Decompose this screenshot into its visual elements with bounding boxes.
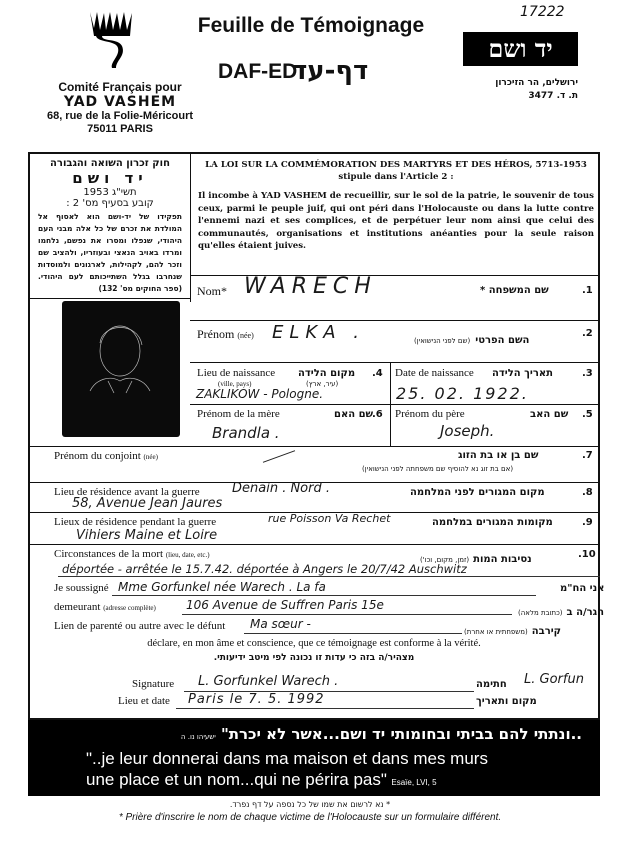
label-spouse-text: Prénom du conjoint	[54, 450, 141, 462]
residence-during-line1[interactable]: rue Poisson Va Rechet	[268, 512, 391, 525]
field-number-8: .8	[582, 487, 593, 498]
field-number-7: .7	[582, 450, 593, 461]
label-residence-before-he: מקום המגורים לפני המלחמה	[410, 487, 545, 498]
label-firstname-note: (née)	[237, 331, 254, 340]
field-number-6: .6	[372, 409, 383, 420]
label-firstname-he-note: (שם לפני הנישואין)	[414, 337, 471, 345]
field-number-9: .9	[582, 517, 593, 528]
birthdate-value[interactable]: 25. 02. 1922.	[396, 384, 529, 403]
law-hebrew-clause: קובע בסעיף מס' 2 :	[66, 198, 154, 209]
banner-hebrew-text: ..ונתתי להם בביתי ובחומותי יד ושם...אשר לא יכרת"	[220, 725, 582, 743]
label-relation: Lien de parenté ou autre avec le défunt	[54, 620, 226, 632]
label-firstname-he-text: השם הפרטי	[475, 335, 530, 346]
subtitle-hebrew: דף-עד	[292, 56, 369, 86]
address-value[interactable]: 106 Avenue de Suffren Paris 15e	[186, 598, 384, 612]
label-death-circumstances	[54, 548, 210, 560]
label-death-he-note: (זמן, מקום, וכו')	[420, 556, 470, 564]
relation-value[interactable]: Ma sœur -	[250, 617, 311, 631]
label-birthdate: Date de naissance	[395, 367, 474, 379]
label-death-he-text: נסיבות המות	[473, 554, 532, 565]
yad-vashem-logo: יד ושם	[463, 32, 578, 66]
subtitle-latin: DAF-ED	[218, 60, 298, 83]
label-residence-during: Lieux de résidence pendant la guerre	[54, 516, 217, 528]
org-name: Comité Français pour	[58, 80, 182, 94]
label-death-note: (lieu, date, etc.)	[165, 551, 210, 559]
org-yad-vashem: YAD VASHEM	[63, 94, 177, 110]
archive-number: 17222	[520, 4, 565, 20]
label-address-text: demeurant	[54, 601, 101, 613]
label-residence-before: Lieu de résidence avant la guerre	[54, 486, 200, 498]
mother-value[interactable]: Brandla .	[212, 424, 280, 442]
label-spouse	[54, 450, 158, 462]
label-signature: Signature	[132, 678, 175, 690]
label-firstname-text: Prénom	[197, 327, 235, 341]
label-father-he: שם האב	[530, 409, 569, 420]
label-relation-he-text: קירבה	[531, 626, 562, 637]
jerusalem-address: ירושלים, הר הזיכרון	[495, 78, 578, 88]
menorah-hand-icon	[88, 10, 134, 70]
label-spouse-note: (née)	[143, 453, 158, 461]
footnote-french: * Prière d'inscrire le nom de chaque victime de l'Holocauste sur un formulaire différent.	[118, 812, 502, 823]
label-firstname	[197, 327, 254, 342]
declaration-hebrew: מצהיר/ה בזה כי עדות זו נכונה לפי מיטב ידיעותי.	[213, 653, 415, 663]
label-birthplace: Lieu de naissance	[197, 367, 276, 379]
birthplace-value[interactable]: ZAKLIKOW - Pologne.	[196, 387, 324, 401]
label-birthplace-he: מקום הלידה	[298, 368, 356, 379]
quote-banner	[28, 720, 600, 796]
field-number-3: .3	[582, 368, 593, 379]
field-number-2: .2	[582, 328, 593, 339]
footnote-hebrew: * נא לרשום את שמו של כל נספה על דף נפרד.	[229, 800, 391, 809]
declaration-french: déclare, en mon âme et conscience, que ce témoignage est conforme à la vérité.	[147, 638, 481, 649]
label-mother-he: שם האם	[334, 409, 374, 420]
label-undersigned-he: אני הח"מ	[560, 583, 605, 594]
undersigned-value[interactable]: Mme Gorfunkel née Warech . La fa	[118, 580, 326, 594]
residence-during-line2[interactable]: Vihiers Maine et Loire	[76, 528, 218, 543]
page-title: Feuille de Témoignage	[197, 14, 425, 37]
label-death-text: Circonstances de la mort	[54, 548, 164, 560]
label-address-he-text: הגר/ה ב	[566, 607, 604, 618]
banner-french-ref: Esaïe, LVI, 5	[391, 778, 437, 787]
label-birthplace-note: (ville, pays)	[218, 380, 252, 388]
label-undersigned: Je soussigné	[54, 582, 109, 594]
death-circumstances-value[interactable]: déportée - arrêtée le 15.7.42. déportée à Angers le 20/7/42 Auschwitz	[62, 562, 467, 576]
po-box: ת. ד. 3477	[528, 91, 578, 101]
field-number-4: .4	[372, 368, 383, 379]
law-french-heading: LA LOI SUR LA COMMÉMORATION DES MARTYRS ET DES HÉROS, 5713-1953	[205, 160, 587, 170]
label-place-date-he: מקום ותאריך	[476, 696, 537, 707]
label-relation-he-note: (משפחתית או אחרת)	[464, 628, 528, 636]
field-number-1: .1	[582, 285, 593, 296]
label-address-note: (adresse complète)	[103, 604, 156, 612]
victim-photo	[62, 301, 180, 437]
label-mother: Prénom de la mère	[197, 408, 280, 420]
label-address-he	[518, 602, 604, 620]
law-french-body: Il incombe à YAD VASHEM de recueillir, sur le sol de la patrie, le souvenir de tous ceux, parmi le peuple juif, qui ont péri dans l'Holocauste ou dans la lutte contre l'ennemi nazi et ses complices, et de perpétuer leur nom ainsi que celui des communautés, organisations et institutions anéanties pour la seule raison qu'elles étaient juives.	[198, 191, 594, 252]
father-value[interactable]: Joseph.	[440, 422, 495, 440]
label-birthdate-he: תאריך הלידה	[492, 368, 553, 379]
label-spouse-he: שם בן או בת הזוג	[458, 450, 539, 461]
label-spouse-he-note: (אם בת זוג נא להוסיף שם משפחתה לפני הנישואין)	[362, 465, 514, 473]
law-hebrew-body: תפקידו של יד-ושם הוא לאסוף אל המולדת את זכרם של כל אלה מבני העם היהודי, שנפלו ומסרו את נפשם, נלחמו ומרדו באויב הנאצי ובעוזריו, ולהציב שם וזכר להם, לקהילות, לארגונים ולמוסדות שנחרבו בגלל השתייכותם לעם היהודי. (ספר החוקים מס' 132)	[38, 212, 182, 293]
banner-french-line2-text: une place et un nom...qui ne périra pas"	[86, 770, 387, 789]
field-number-5: .5	[582, 409, 593, 420]
signature-value[interactable]: L. Gorfunkel Warech .	[198, 674, 339, 689]
label-birthplace-he-note: (עיר, ארץ)	[306, 380, 339, 388]
firstname-value[interactable]: ELKA .	[272, 322, 365, 343]
banner-hebrew-quote	[181, 724, 582, 743]
law-hebrew-title: חוק זכרון השואה והגבורה	[50, 158, 170, 169]
label-firstname-he	[414, 328, 529, 347]
field-number-10: .10	[578, 549, 596, 560]
signature-value-he-side[interactable]: L. Gorfun	[524, 672, 584, 687]
place-date-value[interactable]: Paris le 7. 5. 1992	[188, 692, 325, 707]
banner-french-line2	[86, 770, 437, 790]
banner-hebrew-ref: ישעיהו נו. ה	[180, 733, 216, 741]
label-father: Prénom du père	[395, 408, 465, 420]
residence-before-line1[interactable]: Denain . Nord .	[232, 481, 331, 496]
label-address	[54, 601, 156, 613]
label-surname-he: שם המשפחה *	[480, 285, 549, 296]
law-french-subheading: stipule dans l'Article 2 :	[338, 172, 454, 182]
label-signature-he: חתימה	[476, 679, 507, 690]
law-hebrew	[30, 154, 190, 297]
banner-french-line1: "..je leur donnerai dans ma maison et dans mes murs	[86, 749, 488, 768]
law-hebrew-year: תשי"ג 1953	[83, 187, 137, 198]
residence-before-line2[interactable]: 58, Avenue Jean Jaures	[72, 496, 223, 511]
label-relation-he	[464, 621, 561, 639]
label-place-date: Lieu et date	[118, 695, 170, 707]
law-hebrew-yv: יד ושם	[72, 169, 148, 187]
label-address-he-note: (כתובת מלאה)	[518, 609, 563, 617]
org-address-city: 75011 PARIS	[87, 123, 153, 135]
label-residence-during-he: מקומות המגורים במלחמה	[432, 517, 553, 528]
label-surname: Nom*	[197, 284, 227, 298]
org-address-street: 68, rue de la Folie-Méricourt	[46, 110, 194, 122]
surname-value[interactable]: WARECH	[244, 274, 377, 299]
